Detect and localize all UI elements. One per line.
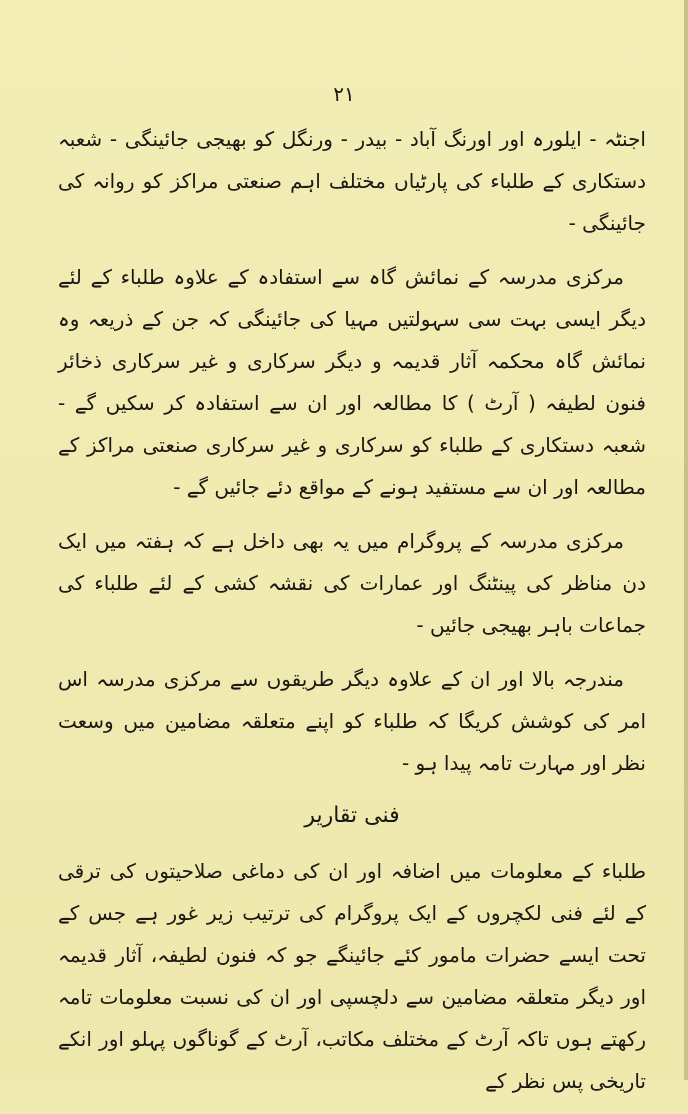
paragraph-lectures: طلباء کے معلومات میں اضافہ اور ان کی دماغی صلاحیتوں کی ترقی کے لئے فنی لکچروں کے ایک پروگرام کی ترتیب زیر غور ہے جس کے تحت ایسے حضرات مامور کئے جائینگے جو کہ فنون لطیفہ، آثار قدیمہ اور دیگر متعلقہ مضامین سے دلچسپی اور ان کی نسبت معلومات تامہ رکھتے ہوں تاکہ آرٹ کے مختلف مکاتب، آرٹ کے گوناگوں پہلو اور انکے تاریخی پس نظر کے <box>58 859 646 1093</box>
page-number: ٢١ <box>333 82 355 106</box>
section-heading: فنی تقاریر <box>304 803 400 828</box>
paragraph-facilities: مرکزی مدرسہ کے نمائش گاہ سے استفادہ کے علاوہ طلباء کے لئے دیگر ایسی بہت سی سہولتیں مہیا کی جائینگی کہ جن کے ذریعہ وہ نمائش گاہ محکمہ آثار قدیمہ و دیگر سرکاری و غیر سرکاری ذخائر فنون لطیفہ ( آرٹ ) کا مطالعہ اور ان سے استفادہ کر سکیں گے - شعبہ دستکاری کے طلباء کو سرکاری و غیر سرکاری صنعتی مراکز کے مطالعہ اور ان سے مستفید ہونے کے مواقع دئے جائیں گے - <box>58 265 646 499</box>
paragraph-methods: مندرجہ بالا اور ان کے علاوہ دیگر طریقوں سے مرکزی مدرسہ اس امر کی کوشش کریگا کہ طلباء کو اپنے متعلقہ مضامین میں وسعت نظر اور مہارت تامہ پیدا ہو - <box>58 667 646 775</box>
page-body <box>58 118 646 1114</box>
page-edge <box>684 0 688 1080</box>
paragraph-field-trips: اجنٹہ - ایلورہ اور اورنگ آباد - بیدر - ورنگل کو بھیجی جائینگی - شعبہ دستکاری کے طلباء کی پارٹیاں مختلف اہم صنعتی مراکز کو روانہ کی جائینگی - <box>58 127 646 235</box>
paragraph-weekly-program: مرکزی مدرسہ کے پروگرام میں یہ بھی داخل ہے کہ ہفتہ میں ایک دن مناظر کی پینٹنگ اور عمارات کی نقشہ کشی کے لئے طلباء کی جماعات باہر بھیجی جائیں - <box>58 529 646 637</box>
